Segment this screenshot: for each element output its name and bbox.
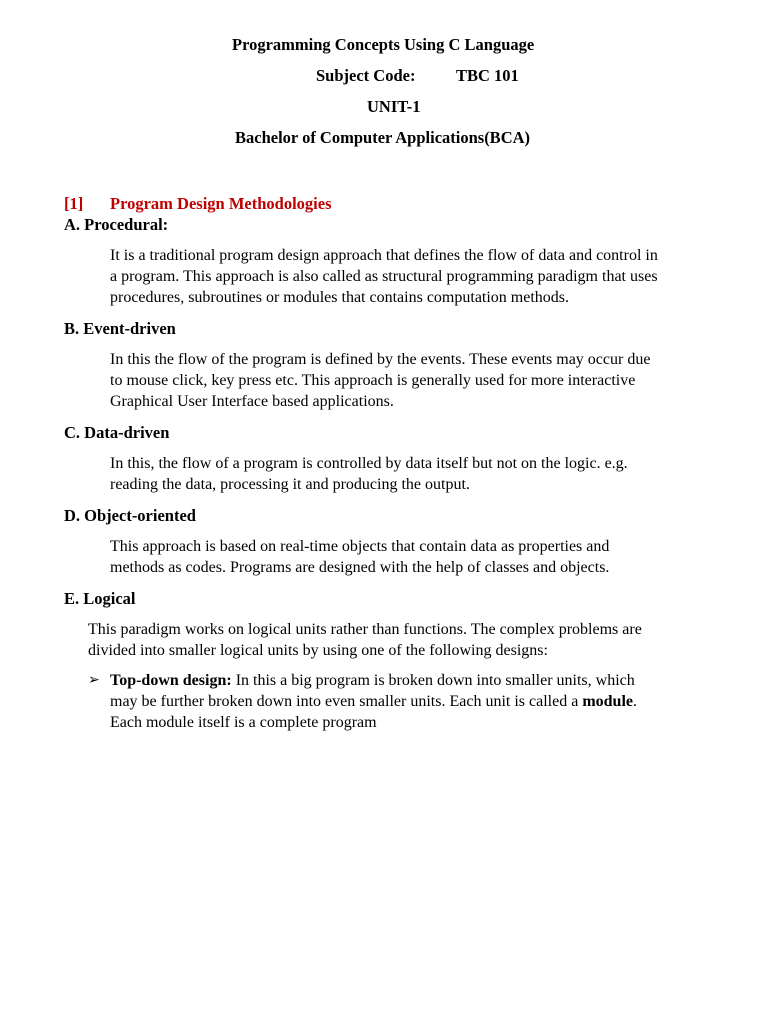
bullet-line [110,670,637,691]
subsection-heading-event-driven: B. Event-driven [64,319,176,338]
bullet-text: . [632,693,637,710]
paragraph-line: procedures, subroutines or modules that contains computation methods. [110,289,570,306]
paragraph-data-driven [110,453,628,495]
bullet-text: may be further broken down into even smaller units. Each unit is called a [110,693,583,710]
subsection-heading-procedural: A. Procedural: [64,215,169,234]
paragraph-line: reading the data, processing it and producing the output. [110,476,470,493]
paragraph-line: This approach is based on real-time objects that contain data as properties and [110,538,610,555]
subsection-heading-logical: E. Logical [64,589,136,608]
paragraph-line: methods as codes. Programs are designed with the help of classes and objects. [110,559,610,576]
paragraph-line: divided into smaller logical units by using one of the following designs: [88,642,548,659]
paragraph-line: In this the flow of the program is defined by the events. These events may occur due [110,351,651,368]
subsection-heading-data-driven: C. Data-driven [64,423,170,442]
course-title: Programming Concepts Using C Language [232,35,535,54]
bullet-line [110,691,637,712]
subject-code-value: TBC 101 [456,66,519,85]
paragraph-line: Graphical User Interface based applications. [110,393,394,410]
paragraph-logical [88,619,642,661]
subsection-heading-object-oriented: D. Object-oriented [64,506,196,525]
paragraph-line: to mouse click, key press etc. This approach is generally used for more interactive [110,372,636,389]
program-title: Bachelor of Computer Applications(BCA) [235,128,531,147]
section-number: [1] [64,194,84,213]
section-title: Program Design Methodologies [110,194,332,213]
bullet-line: Each module itself is a complete program [110,714,377,731]
bullet-emphasis-module: module [582,693,633,710]
subject-code-label: Subject Code: [316,66,416,85]
arrow-bullet-icon: ➢ [88,673,100,688]
paragraph-line: a program. This approach is also called as structural programming paradigm that uses [110,268,658,285]
bullet-top-down-design [110,670,637,733]
paragraph-line: It is a traditional program design approach that defines the flow of data and control in [110,247,658,264]
paragraph-line: This paradigm works on logical units rather than functions. The complex problems are [88,621,642,638]
bullet-text: In this a big program is broken down into smaller units, which [231,672,635,689]
unit-title: UNIT-1 [367,97,421,116]
bullet-term: Top-down design: [110,672,232,689]
paragraph-event-driven [110,349,650,412]
paragraph-line: In this, the flow of a program is controlled by data itself but not on the logic. e.g. [110,455,628,472]
paragraph-procedural [110,245,658,308]
paragraph-object-oriented [110,536,609,578]
